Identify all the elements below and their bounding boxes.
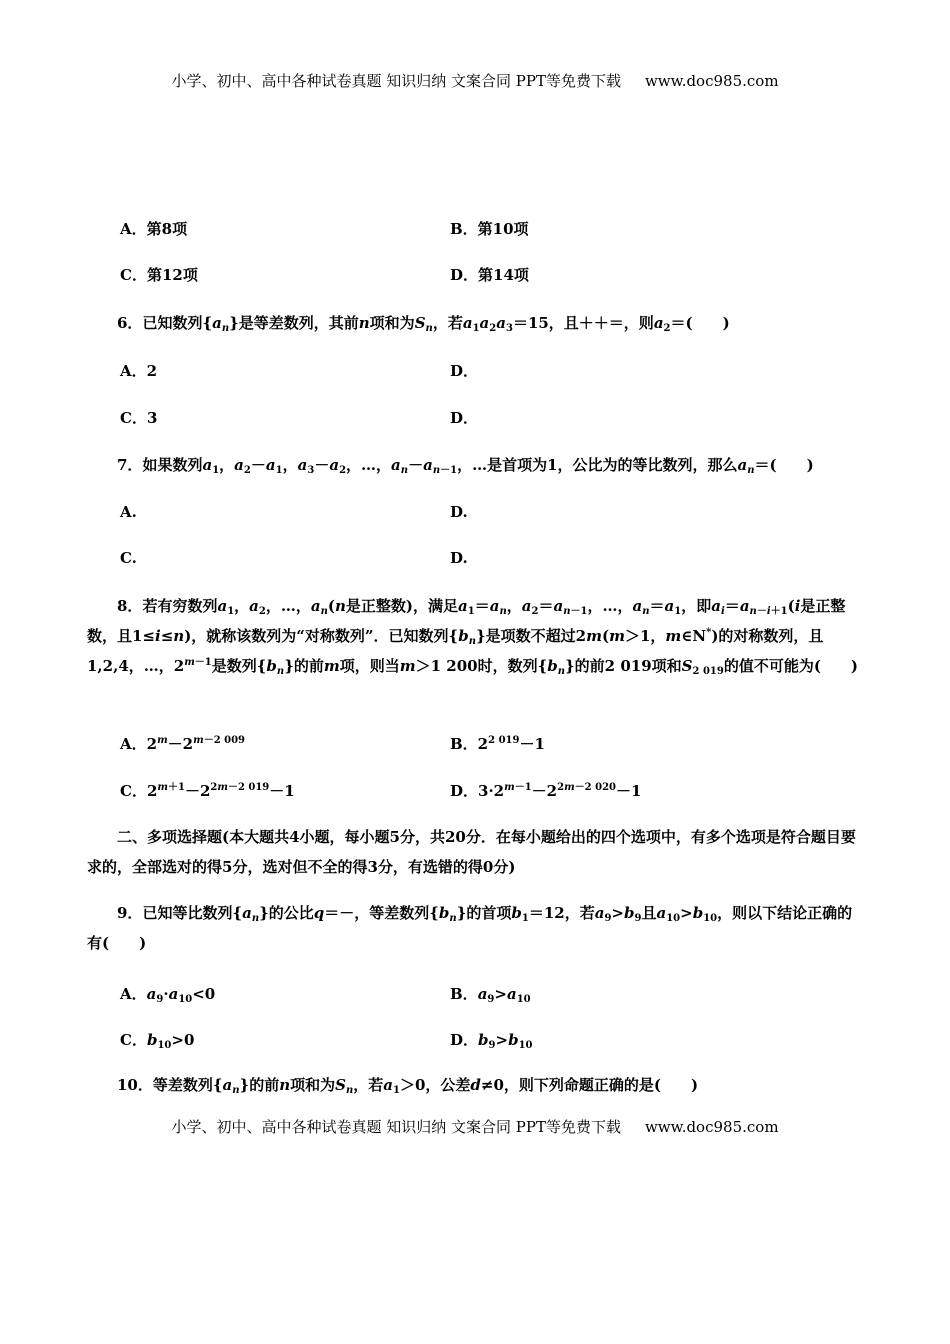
q10-number: 10． <box>117 1076 153 1094</box>
q9-option-b: B．$a_9>a_{10}$ <box>450 985 531 1005</box>
q8-number: 8． <box>117 597 143 615</box>
q7-number: 7． <box>117 456 143 474</box>
q6-option-b: D． <box>450 362 479 380</box>
q7-option-c: C. <box>120 549 137 567</box>
section-2-heading <box>87 822 862 882</box>
q6-option-a: A．2 <box>120 362 158 380</box>
page-footer <box>0 1116 950 1137</box>
question-8: 8．若有穷数列$a_1$，$a_2$，…，$a_n(n$是正整数)，满足$a_1=a_n$，$a_2=a_{n-1}$，…，$a_n=a_1$，即$a_i=a_{n-i+1}(i$是正整数，且1≤i≤n)，就称该数列为“对称数列”．已知数列$\{b_n\}$是项数不超过2m(m＞1，m∈N*)的对称数列，且1,2,4，…，$2^{m-1}$是数列$\{b_n\}$的前m项，则当m＞1 200时，数列$\{b_n\}$的前2 019项和$S_{2 019}$的值不可能为( ) <box>87 597 859 677</box>
footer-url[interactable]: www.doc985.com <box>644 1118 779 1136</box>
q6-option-d: D． <box>450 409 479 427</box>
footer-text: 小学、初中、高中各种试卷真题 知识归纳 文案合同 PPT等免费下载 <box>171 1118 621 1136</box>
question-7: 7．如果数列$a_1$，$a_2-a_1$，$a_3-a_2$，…，$a_n-a_{n-1}$，…是首项为1，公比为的等比数列，那么$a_n=$( ) <box>117 456 814 476</box>
q7-option-b: D. <box>450 503 468 521</box>
question-10: 10．等差数列$\{a_n\}$的前n项和为$S_n$，若$a_1>0$，公差d≠0，则下列命题正确的是( ) <box>117 1076 699 1096</box>
section-2-text: 二、多项选择题(本大题共4小题，每小题5分，共20分．在每小题给出的四个选项中，有多个选项是符合题目要求的，全部选对的得5分，选对但不全的得3分，有选错的得0分) <box>87 828 856 876</box>
q5-option-a: A．第8项 <box>120 220 188 238</box>
question-9: 9．已知等比数列$\{a_n\}$的公比q＝－，等差数列$\{b_n\}$的首项$b_1=12$，若$a_9>b_9$且$a_{10}>b_{10}$，则以下结论正确的有( ) <box>87 904 853 952</box>
q9-option-a: A．$a_9\cdot a_{10}<0$ <box>120 985 216 1005</box>
question-6: 6．已知数列$\{a_n\}$是等差数列，其前n项和为$S_n$，若$a_1a_2a_3=15$，且＋＋＝，则$a_2=$( ) <box>117 314 730 334</box>
header-text: 小学、初中、高中各种试卷真题 知识归纳 文案合同 PPT等免费下载 <box>171 72 621 90</box>
q6-options-row-2 <box>0 407 950 431</box>
q9-option-d: D．$b_9>b_{10}$ <box>450 1031 533 1051</box>
q8-option-a: A．$2^m-2^{m-2 009}$ <box>120 735 246 753</box>
q6-number: 6． <box>117 314 143 332</box>
q7-option-d: D. <box>450 549 468 567</box>
q8-options-row-2 <box>0 780 950 804</box>
q9-options-row-2 <box>0 1029 950 1053</box>
q8-option-d: D．$3\cdot 2^{m-1}-2^{2m-2 020}-1$ <box>450 782 642 800</box>
q5-option-b: B．第10项 <box>450 220 529 238</box>
q5-options-row-2 <box>0 264 950 288</box>
q7-options-row-2 <box>0 549 950 573</box>
q7-option-a: A. <box>120 503 137 521</box>
header-url[interactable]: www.doc985.com <box>644 72 779 90</box>
q9-options-row-1 <box>0 983 950 1007</box>
q8-option-b: B．$2^{2 019}-1$ <box>450 735 545 753</box>
q7-options-row-1 <box>0 503 950 527</box>
page-header <box>0 70 950 91</box>
q8-options-row-1 <box>0 733 950 757</box>
q8-option-c: C．$2^{m+1}-2^{2m-2 019}-1$ <box>120 782 295 800</box>
q6-option-c: C．3 <box>120 409 158 427</box>
q9-option-c: C．$b_{10}>0$ <box>120 1031 195 1051</box>
q5-options-row-1 <box>0 218 950 242</box>
q5-option-d: D．第14项 <box>450 266 529 284</box>
q6-options-row-1 <box>0 360 950 384</box>
q9-number: 9． <box>117 904 143 922</box>
q5-option-c: C．第12项 <box>120 266 198 284</box>
